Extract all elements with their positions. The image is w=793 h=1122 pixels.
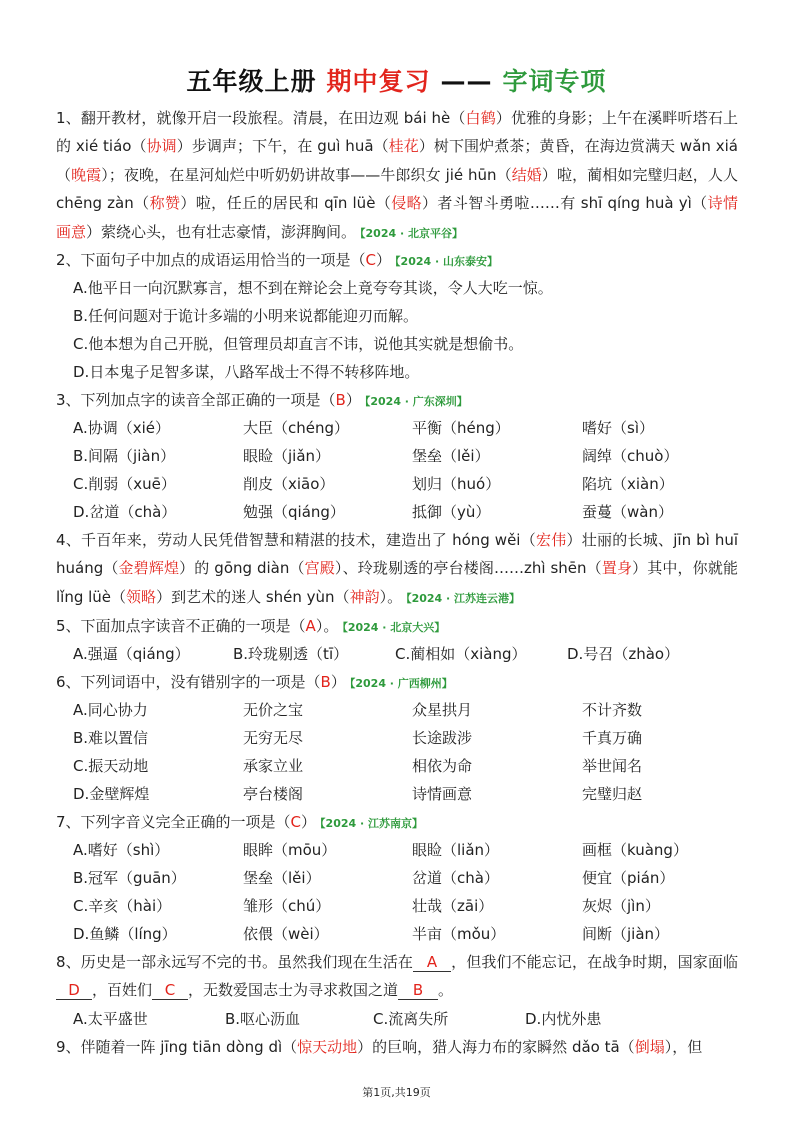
option-row — [56, 696, 738, 724]
option: 画框（kuàng） — [582, 841, 688, 859]
option: A.他平日一向沉默寡言，想不到在辩论会上竟夸夸其谈，令人大吃一惊。 — [73, 279, 553, 297]
answer: 倒塌 — [634, 1038, 665, 1056]
title-dash: —— — [440, 67, 493, 96]
option-row — [56, 780, 738, 808]
option: D.鱼鳞（líng） — [73, 925, 177, 943]
option: D.日本鬼子足智多谋，八路军战士不得不转移阵地。 — [73, 363, 420, 381]
option: 举世闻名 — [582, 757, 643, 775]
answer: 侵略 — [391, 194, 423, 213]
text: 5、下面加点字读音不正确的一项是（ — [56, 617, 306, 635]
answer: 称赞 — [149, 194, 181, 213]
text: ）优雅的身影；上午在溪畔听塔石上的 xié tiáo（ — [56, 109, 738, 156]
title-grade: 五年级上册 — [186, 67, 317, 96]
option: 壮哉（zāi） — [412, 897, 494, 915]
option: D.岔道（chà） — [73, 503, 177, 521]
question-2-stem — [56, 246, 738, 274]
option: 不计齐数 — [582, 701, 643, 719]
text: 3、下列加点字的读音全部正确的一项是（ — [56, 391, 336, 409]
option: C.辛亥（hài） — [73, 897, 172, 915]
answer-blank: A — [413, 953, 451, 972]
option: 削皮（xiāo） — [243, 475, 335, 493]
option-row — [56, 498, 738, 526]
question-6-stem — [56, 668, 738, 696]
answer: 晚霞 — [71, 165, 102, 184]
option: C.蔺相如（xiàng） — [395, 645, 527, 663]
option: D.内忧外患 — [525, 1010, 602, 1028]
worksheet-content — [56, 104, 738, 1061]
option: 眼眸（mōu） — [243, 841, 337, 859]
option: B.玲珑剔透（tī） — [233, 645, 349, 663]
text: ） — [345, 391, 361, 409]
text: ）步调声；下午，在 guì huā（ — [176, 137, 389, 156]
option-row — [56, 470, 738, 498]
option: C.削弱（xuē） — [73, 475, 176, 493]
text: ）。 — [379, 587, 403, 606]
option: 灰烬（jìn） — [582, 897, 660, 915]
text: 9、伴随着一阵 jīng tiān dòng dì（ — [56, 1038, 298, 1056]
option: 眼睑（liǎn） — [412, 841, 500, 859]
text: ）啦，蔺相如完璧归赵，人人 chēng zàn（ — [56, 165, 738, 213]
option: C.流离失所 — [373, 1010, 449, 1028]
answer: 惊天动地 — [297, 1038, 358, 1056]
answer: 桂花 — [388, 137, 419, 156]
answer-blank: D — [56, 981, 92, 1000]
option: A.嗜好（shì） — [73, 841, 170, 859]
source-tag: 【2024 · 江苏南京】 — [320, 817, 423, 830]
text: ）萦绕心头，也有壮志豪情，澎湃胸间。 — [86, 222, 357, 241]
answer-blank: B — [398, 981, 438, 1000]
text: ），但 — [664, 1038, 703, 1056]
answer: 白鹤 — [465, 109, 496, 127]
option-row — [56, 892, 738, 920]
text: ）壮丽的长城、jīn bì huī huáng（ — [56, 531, 739, 578]
option: 承家立业 — [243, 757, 304, 775]
answer: 宏伟 — [535, 531, 567, 549]
option: 千真万确 — [582, 729, 643, 747]
question-4 — [56, 526, 738, 612]
option: B.任何问题对于诡计多端的小明来说都能迎刃而解。 — [73, 307, 419, 325]
answer: 诗情画意 — [56, 194, 738, 241]
option: 间断（jiàn） — [582, 925, 670, 943]
option: A.同心协力 — [73, 701, 148, 719]
option: 平衡（héng） — [412, 419, 510, 437]
text: ） — [301, 813, 317, 831]
answer-blank: C — [152, 981, 188, 1000]
text: 2、下面句子中加点的成语运用恰当的一项是（ — [56, 251, 366, 269]
option: D.金壁辉煌 — [73, 785, 150, 803]
text: ）啦，任丘的居民和 qīn lüè（ — [180, 194, 392, 213]
option: 堡垒（lěi） — [412, 447, 490, 465]
answer: 金碧辉煌 — [118, 559, 180, 578]
question-1 — [56, 104, 738, 246]
page-number: 第1页,共19页 — [362, 1086, 431, 1099]
title-exam: 期中复习 — [326, 67, 431, 96]
text: ） — [330, 673, 346, 691]
option: 岔道（chà） — [412, 869, 499, 887]
option: 亭台楼阁 — [243, 785, 304, 803]
option-row — [56, 414, 738, 442]
source-tag: 【2024 · 北京平谷】 — [360, 226, 463, 240]
option: 勉强（qiáng） — [243, 503, 345, 521]
option: B.难以置信 — [73, 729, 149, 747]
text: 。 — [438, 981, 454, 1000]
answer: 神韵 — [349, 587, 380, 606]
option: A.强逼（qiáng） — [73, 645, 190, 663]
source-tag: 【2024 · 北京大兴】 — [342, 621, 446, 634]
answer: B — [320, 673, 331, 691]
option: 完璧归赵 — [582, 785, 643, 803]
option: 诗情画意 — [412, 785, 473, 803]
source-tag: 【2024 · 广西柳州】 — [349, 677, 453, 690]
title-topic: 字词专项 — [502, 67, 607, 96]
option-row — [56, 864, 738, 892]
option: 无穷无尽 — [243, 729, 304, 747]
text: ，无数爱国志士为寻求救国之道 — [188, 981, 399, 1000]
option: B.间隔（jiàn） — [73, 447, 176, 465]
question-8 — [56, 948, 738, 1005]
option: 众星拱月 — [412, 701, 473, 719]
option: 雏形（chú） — [243, 897, 331, 915]
text: 7、下列字音义完全正确的一项是（ — [56, 813, 291, 831]
option: 长途跋涉 — [412, 729, 473, 747]
answer: 置身 — [601, 559, 633, 578]
option: 抵御（yù） — [412, 503, 491, 521]
answer: C — [290, 813, 302, 831]
text: ，但我们不能忘记，在战争时期，国家面临 — [451, 953, 738, 971]
option: B.呕心沥血 — [225, 1010, 301, 1028]
option-row — [56, 920, 738, 948]
question-3-stem — [56, 386, 738, 414]
option: C.振天动地 — [73, 757, 149, 775]
source-tag: 【2024 · 山东泰安】 — [395, 255, 498, 268]
option-row — [56, 1005, 738, 1033]
text: ）；夜晚，在星河灿烂中听奶奶讲故事——牛郎织女 jié hūn（ — [101, 165, 512, 184]
option: 阔绰（chuò） — [582, 447, 679, 465]
option-row — [56, 640, 738, 668]
option: 半亩（mǒu） — [412, 925, 506, 943]
option: C.他本想为自己开脱，但管理员却直言不讳，说他其实就是想偷书。 — [73, 335, 524, 353]
text: 6、下列词语中，没有错别字的一项是（ — [56, 673, 321, 691]
option: 堡垒（lěi） — [243, 869, 321, 887]
option: 依偎（wèi） — [243, 925, 329, 943]
text: 8、历史是一部永远写不完的书。虽然我们现在生活在 — [56, 953, 414, 971]
answer: 宫殿 — [304, 559, 335, 578]
question-7-stem — [56, 808, 738, 836]
answer: C — [365, 251, 377, 269]
text: ）树下围炉煮茶；黄昏，在海边赏满天 wǎn xiá（ — [56, 137, 738, 184]
text: 1、翻开教材，就像开启一段旅程。清晨，在田边观 bái hè（ — [56, 109, 466, 127]
option-row — [56, 836, 738, 864]
text: ）的巨响，猎人海力布的家瞬然 dǎo tā（ — [357, 1038, 635, 1056]
answer: B — [335, 391, 346, 409]
question-5-stem — [56, 612, 738, 640]
option-row — [56, 442, 738, 470]
option: 嗜好（sì） — [582, 419, 654, 437]
text: 4、千百年来，劳动人民凭借智慧和精湛的技术，建造出了 hóng wěi（ — [56, 531, 536, 549]
option: A.太平盛世 — [73, 1010, 148, 1028]
option: 便宜（pián） — [582, 869, 675, 887]
option: 划归（huó） — [412, 475, 501, 493]
text: ，百姓们 — [92, 981, 153, 1000]
option: 眼睑（jiǎn） — [243, 447, 331, 465]
source-tag: 【2024 · 江苏连云港】 — [406, 591, 521, 605]
answer: A — [305, 617, 316, 635]
text: ）、玲珑剔透的亭台楼阁……zhì shēn（ — [334, 559, 602, 578]
option-row — [56, 752, 738, 780]
text: ）的 gōng diàn（ — [179, 559, 305, 578]
option: A.协调（xié） — [73, 419, 171, 437]
option-row — [56, 724, 738, 752]
question-9 — [56, 1033, 738, 1061]
text: ）。 — [315, 617, 339, 635]
option: D.号召（zhào） — [567, 645, 680, 663]
option: 无价之宝 — [243, 701, 304, 719]
answer: 结婚 — [511, 165, 542, 184]
source-tag: 【2024 · 广东深圳】 — [364, 395, 468, 408]
option: 陷坑（xiàn） — [582, 475, 674, 493]
text: ）者斗智斗勇啦……有 shī qíng huà yì（ — [422, 194, 708, 213]
answer: 协调 — [146, 137, 177, 156]
option: B.冠军（guān） — [73, 869, 186, 887]
option: 大臣（chéng） — [243, 419, 350, 437]
option: 相依为命 — [412, 757, 473, 775]
option: 蚕蔓（wàn） — [582, 503, 673, 521]
text: ） — [376, 251, 392, 269]
text: ）其中，你就能 lǐng lüè（ — [56, 559, 738, 606]
page-title — [0, 62, 793, 98]
text: ）到艺术的迷人 shén yùn（ — [156, 587, 350, 606]
answer: 领略 — [126, 587, 157, 606]
